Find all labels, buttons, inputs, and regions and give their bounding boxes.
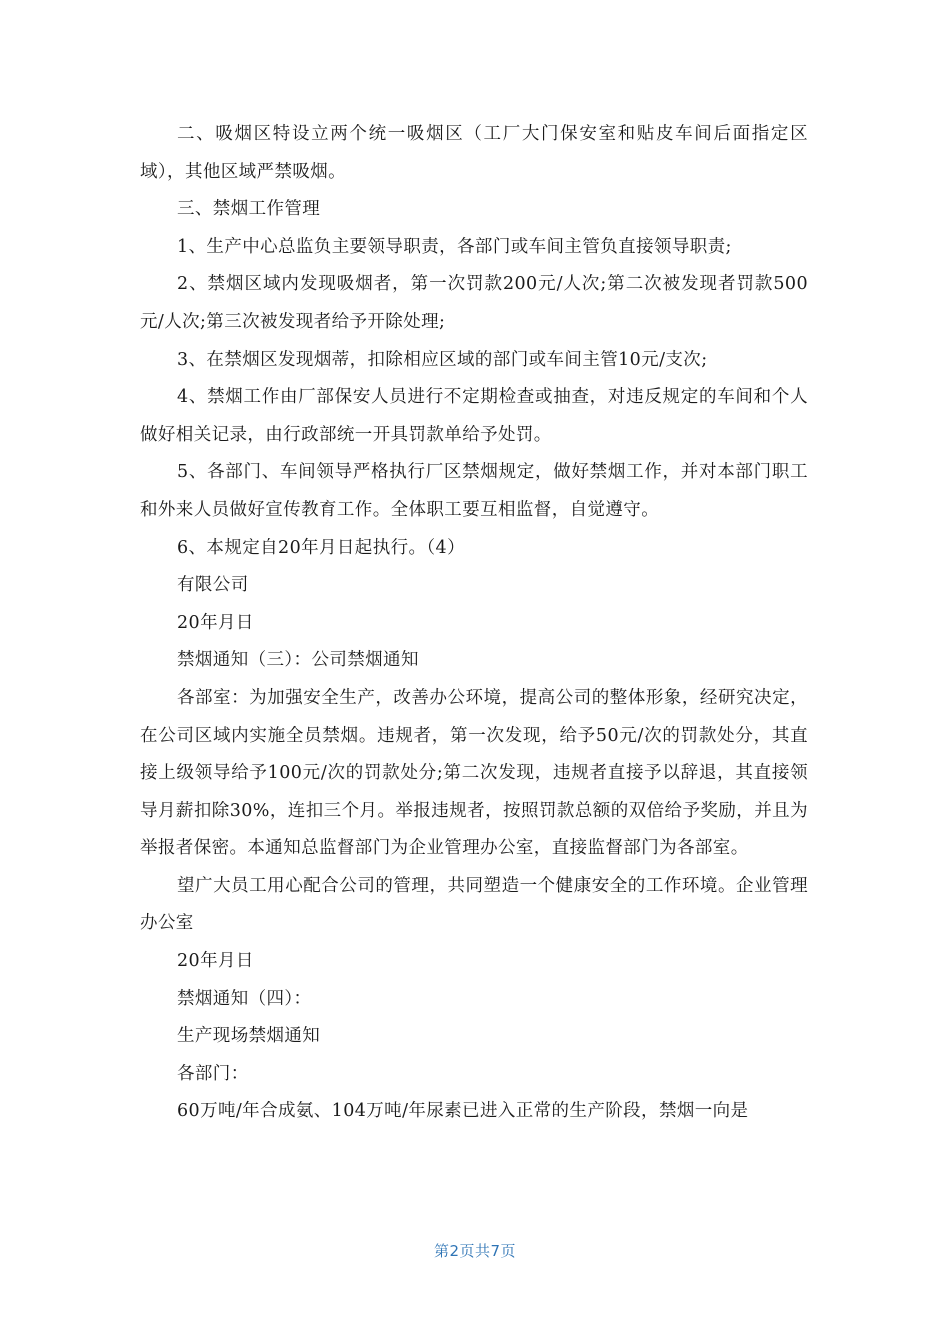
paragraph-rule-2: 2、禁烟区域内发现吸烟者，第一次罚款200元/人次;第二次被发现者罚款500元/人次;第三次被发现者给予开除处理; (140, 274, 808, 332)
paragraph-rule-5: 5、各部门、车间领导严格执行厂区禁烟规定，做好禁烟工作，并对本部门职工和外来人员做好宣传教育工作。全体职工要互相监督，自觉遵守。 (140, 462, 808, 520)
paragraph-smoking-area: 二、吸烟区特设立两个统一吸烟区（工厂大门保安室和贴皮车间后面指定区域），其他区域严禁吸烟。 (140, 124, 808, 182)
heading-smoking-management: 三、禁烟工作管理 (177, 199, 321, 220)
page-number-footer: 第2页共7页 (433, 1242, 517, 1260)
paragraph-notice-3-body: 各部室：为加强安全生产，改善办公环境，提高公司的整体形象，经研究决定，在公司区域内实施全员禁烟。违规者，第一次发现，给予50元/次的罚款处分，其直接上级领导给予100元/次的罚款处分;第二次发现，违规者直接予以辞退，其直接领导月薪扣除30%，连扣三个月。举报违规者，按照罚款总额的双倍给予奖励，并且为举报者保密。本通知总监督部门为企业管理办公室，直接监督部门为各部室。 (140, 687, 808, 859)
heading-notice-3: 禁烟通知（三）：公司禁烟通知 (177, 650, 419, 671)
paragraph-rule-3: 3、在禁烟区发现烟蒂，扣除相应区域的部门或车间主管10元/支次; (177, 349, 708, 370)
paragraph-rule-6: 6、本规定自20年月日起执行。（4） (177, 537, 465, 558)
paragraph-rule-1: 1、生产中心总监负主要领导职责，各部门或车间主管负直接领导职责; (177, 236, 732, 257)
paragraph-production-status: 60万吨/年合成氨、104万吨/年尿素已进入正常的生产阶段，禁烟一向是 (177, 1101, 749, 1122)
signature-date-2: 20年月日 (177, 951, 254, 972)
paragraph-notice-3-closing: 望广大员工用心配合公司的管理，共同塑造一个健康安全的工作环境。企业管理办公室 (140, 875, 808, 934)
heading-notice-4: 禁烟通知（四）： (177, 988, 312, 1009)
document-body (140, 116, 808, 1131)
signature-company: 有限公司 (177, 575, 249, 596)
signature-date: 20年月日 (177, 612, 254, 633)
paragraph-addressee: 各部门： (177, 1063, 249, 1084)
paragraph-rule-4: 4、禁烟工作由厂部保安人员进行不定期检查或抽查，对违反规定的车间和个人做好相关记录，由行政部统一开具罚款单给予处罚。 (140, 387, 808, 445)
heading-production-site-notice: 生产现场禁烟通知 (177, 1026, 321, 1047)
